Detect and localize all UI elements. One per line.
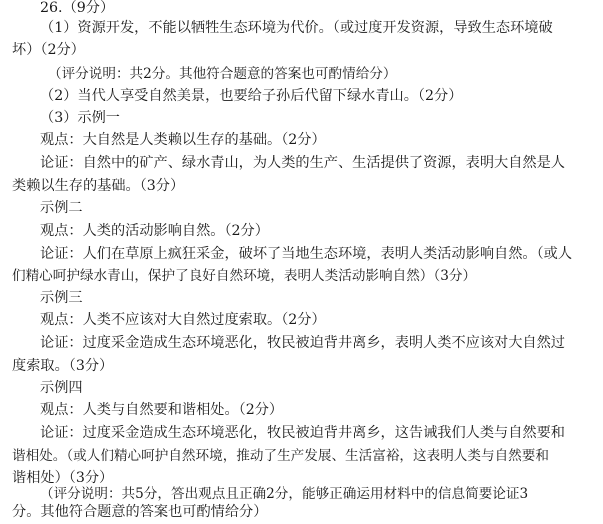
example-3-argument-line-1: 论证：过度采金造成生态环境恶化，牧民被迫背井离乡，表明人类不应该对大自然过 <box>40 335 565 351</box>
example-4-viewpoint: 观点：人类与自然要和谐相处。（2分） <box>40 402 284 418</box>
example-4-argument-line-1: 论证：过度采金造成生态环境恶化，牧民被迫背井离乡，这告诫我们人类与自然要和 <box>40 425 565 441</box>
example-1-argument-line-1: 论证：自然中的矿产、绿水青山，为人类的生产、生活提供了资源，表明大自然是人 <box>40 155 565 171</box>
example-2-argument-line-2: 们精心呵护绿水青山，保护了良好自然环境，表明人类活动影响自然）（3分） <box>12 268 477 284</box>
answer-1-line-2: 坏）（2分） <box>12 42 85 58</box>
example-1-viewpoint: 观点：大自然是人类赖以生存的基础。（2分） <box>40 132 326 148</box>
example-4-argument-line-3: 谐相处）（3分） <box>12 470 114 486</box>
scoring-note-1: （评分说明：共2分。其他符合题意的答案也可酌情给分） <box>48 66 397 82</box>
example-2-viewpoint: 观点：人类的活动影响自然。（2分） <box>40 223 269 239</box>
example-3-viewpoint: 观点：人类不应该对大自然过度索取。（2分） <box>40 312 326 328</box>
example-3-heading: 示例三 <box>40 290 83 306</box>
question-number: 26.（9分） <box>40 0 115 16</box>
scoring-note-3-line-1: （评分说明：共5分，答出观点且正确2分，能够正确运用材料中的信息简要论证3 <box>40 486 529 502</box>
answer-1-line-1: （1）资源开发，不能以牺牲生态环境为代价。（或过度开发资源，导致生态环境破 <box>40 20 553 36</box>
answer-2: （2）当代人享受自然美景，也要给子孙后代留下绿水青山。（2分） <box>40 88 463 104</box>
scoring-note-3-line-2: 分。其他符合题意的答案也可酌情给分） <box>12 504 268 520</box>
example-1-heading: （3）示例一 <box>40 110 120 126</box>
example-3-argument-line-2: 度索取。（3分） <box>12 358 114 374</box>
example-4-heading: 示例四 <box>40 380 83 396</box>
example-2-argument-line-1: 论证：人们在草原上疯狂采金，破坏了当地生态环境，表明人类活动影响自然。（或人 <box>40 246 573 262</box>
example-4-argument-line-2: 谐相处。（或人们精心呵护自然环境，推动了生产发展、生活富裕，这表明人类与自然要和 <box>12 448 549 464</box>
example-2-heading: 示例二 <box>40 200 83 216</box>
example-1-argument-line-2: 类赖以生存的基础。（3分） <box>12 178 185 194</box>
